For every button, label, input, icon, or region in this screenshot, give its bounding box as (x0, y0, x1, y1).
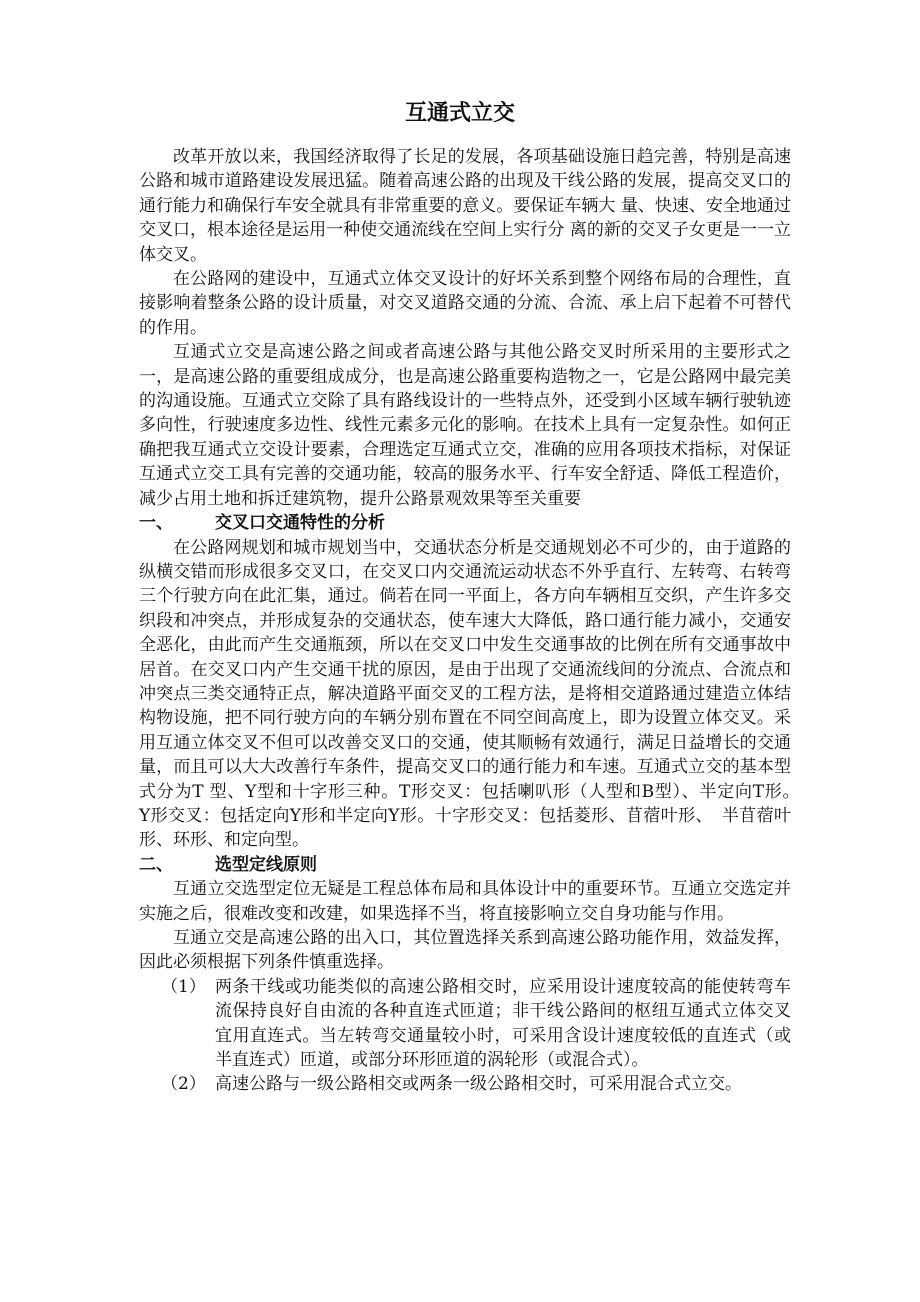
document-title: 互通式立交 (404, 101, 515, 126)
list-item-2-number: （2） (161, 1074, 206, 1095)
section-2-title: 选型定线原则 (215, 854, 317, 875)
list-item-1 (139, 975, 791, 1073)
list-item-1-number: （1） (161, 976, 206, 997)
section-2-paragraph-2: 互通立交是高速公路的出入口，其位置选择关系到高速公路功能作用，效益发挥，因此必须根据下列条件慎重选择。 (139, 928, 791, 973)
intro-paragraph-1: 改革开放以来，我国经济取得了长足的发展，各项基础设施日趋完善，特别是高速公路和城市道路建设发展迅猛。随着高速公路的出现及干线公路的发展，提高交叉口的通行能力和确保行车安全就具有非常重要的意义。要保证车辆大 量、快速、安全地通过交叉口，根本途径是运用一种使交通流线在空间上实行分 离的新的交叉子女更是一一立体交叉。 (139, 147, 791, 265)
section-2-number: 二、 (139, 854, 173, 875)
list-item-1-text: 两条干线或功能类似的高速公路相交时，应采用设计速度较高的能使转弯车流保持良好自由流的各种直连式匝道；非干线公路间的枢纽互通式立体交叉宜用直连式。当左转弯交通量较小时，可采用含设计速度较低的直连式（或半直连式）匝道，或部分环形匝道的涡轮形（或混合式）。 (215, 976, 791, 1071)
section-1-heading (139, 511, 791, 535)
section-1-paragraph-1: 在公路网规划和城市规划当中，交通状态分析是交通规划必不可少的，由于道路的纵横交错而形成很多交叉口，在交叉口内交通流运动状态不外乎直行、左转弯、右转弯三个行驶方向在此汇集，通过。倘若在同一平面上，各方向车辆相互交织，产生许多交织段和冲突点，并形成复杂的交通状态，使车速大大降低，路口通行能力减小，交通安全恶化，由此而产生交通瓶颈，所以在交叉口中发生交通事故的比例在所有交通事故中居首。在交叉口内产生交通干扰的原因，是由于出现了交通流线间的分流点、合流点和冲突点三类交通特正点，解决道路平面交叉的工程方法，是将相交道路通过建造立体结构物设施，把不同行驶方向的车辆分别布置在不同空间高度上，即为设置立体交叉。采用互通立体交叉不但可以改善交叉口的交通，使其顺畅有效通行，满足日益增长的交通量，而且可以大大改善行车条件，提高交叉口的通行能力和车速。互通式立交的基本型式分为T 型、Y型和十字形三种。T形交叉：包括喇叭形（人型和B型）、半定向T形。 Y形交叉：包括定向Y形和半定向Y形。十字形交叉：包括菱形、苜蓿叶形、 半苜蓿叶形、环形、和定向型。 (139, 537, 808, 851)
intro-paragraph-3: 互通式立交是高速公路之间或者高速公路与其他公路交叉时所采用的主要形式之一，是高速公路的重要组成成分，也是高速公路重要构造物之一，它是公路网中最完美的沟通设施。互通式立交除了具有路线设计的一些特点外，还受到小区域车辆行驶轨迹多向性，行驶速度多边性、线性元素多元化的影响。在技术上具有一定复杂性。如何正确把我互通式立交设计要素，合理选定互通式立交，准确的应用各项技术指标，对保证互通式立交工具有完善的交通功能，较高的服务水平、行车安全舒适、降低工程造价，减少占用土地和拆迁建筑物，提升公路景观效果等至关重要 (139, 342, 791, 509)
section-2-paragraph-1: 互通立交选型定位无疑是工程总体布局和具体设计中的重要环节。互通立交选定并实施之后，很难改变和改建，如果选择不当，将直接影响立交自身功能与作用。 (139, 879, 791, 924)
intro-paragraph-2: 在公路网的建设中，互通式立体交叉设计的好坏关系到整个网络布局的合理性，直接影响着整条公路的设计质量，对交叉道路交通的分流、合流、承上启下起着不可替代的作用。 (139, 269, 791, 338)
document-body (139, 145, 808, 1097)
section-1-title: 交叉口交通特性的分析 (215, 513, 385, 534)
list-item-2 (139, 1072, 791, 1096)
list-item-2-text: 高速公路与一级公路相交或两条一级公路相交时，可采用混合式立交。 (215, 1074, 742, 1095)
section-2-heading (139, 853, 791, 877)
section-1-number: 一、 (139, 513, 173, 534)
